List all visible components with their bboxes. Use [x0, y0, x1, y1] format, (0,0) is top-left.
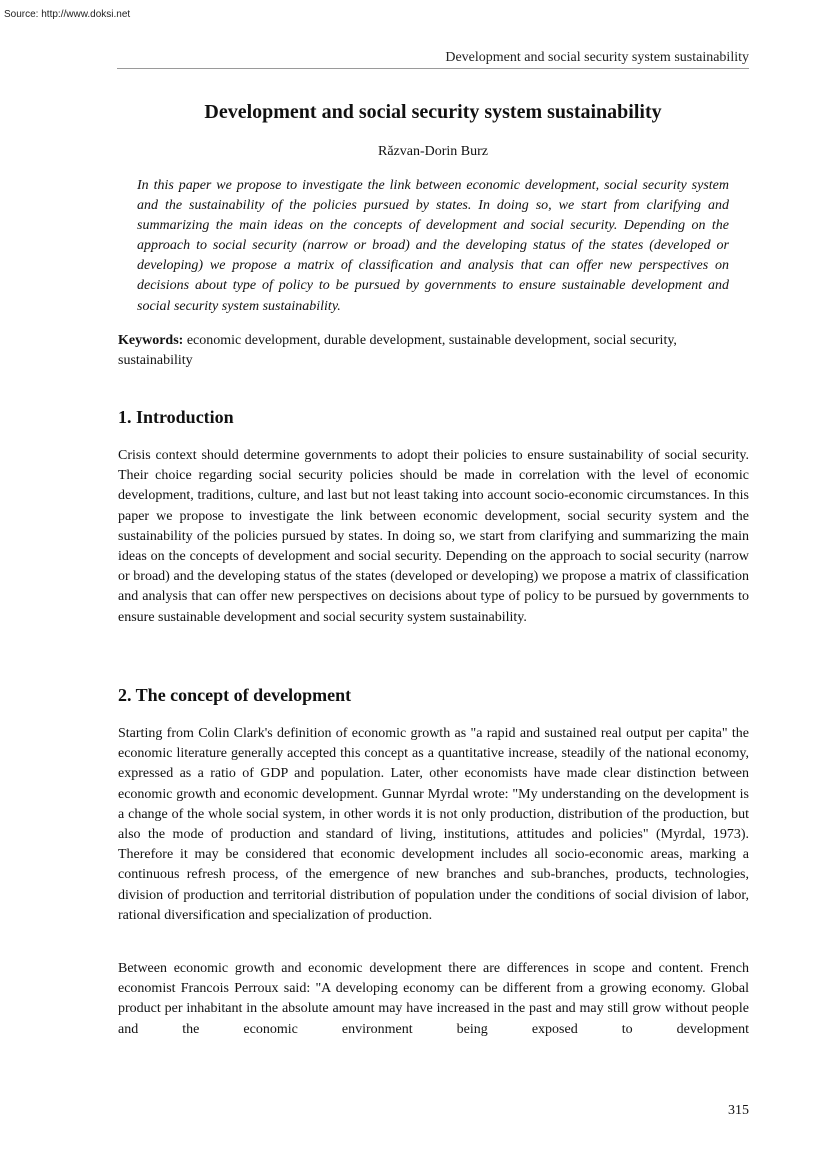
source-label: Source: http://www.doksi.net	[4, 9, 131, 20]
development-paragraph-2: Between economic growth and economic development there are differences in scope and content. French economist Francois Perroux said: "A developing economy can be different from a growing economy. Global product per inhabitant in the absolute amount may have increased in the past and may still grow without people and the economic environment being exposed to development	[118, 961, 749, 1037]
abstract: In this paper we propose to investigate the link between economic development, social security system and the sustainability of the policies pursued by states. In doing so, we start from clarifying and summarizing the main ideas on the concepts of development and social security. Depending on the approach to social security (narrow or broad) and the developing status of the states (developed or developing) we propose a matrix of classification and analysis that can offer new perspectives on decisions about type of policy to be pursued by governments to ensure sustainable development and social security system sustainability.	[137, 178, 729, 314]
keywords-label: Keywords:	[118, 333, 184, 348]
section-heading-development: 2. The concept of development	[118, 685, 352, 705]
introduction-paragraph: Crisis context should determine governments to adopt their policies to ensure sustainability of social security. Their choice regarding social security policies should be made in correlation with the level of economic development, traditions, culture, and last but not least taking into account socio-economic circumstances. In this paper we propose to investigate the link between economic development, social security system and the sustainability of the policies pursued by states. In doing so, we start from clarifying and summarizing the main ideas on the concepts of development and social security. Depending on the approach to social security (narrow or broad) and the developing status of the states (developed or developing) we propose a matrix of classification and analysis that can offer new perspectives on decisions about type of policy to be pursued by governments to ensure sustainable development and social security system sustainability.	[118, 448, 749, 625]
keywords	[118, 331, 749, 371]
section-heading-introduction: 1. Introduction	[118, 407, 234, 427]
running-head: Development and social security system sustainability	[117, 50, 749, 69]
paper-title: Development and social security system sustainability	[204, 101, 662, 123]
author-name: Răzvan-Dorin Burz	[377, 144, 489, 159]
keywords-text: economic development, durable development, sustainable development, social security, sustainability	[118, 333, 677, 368]
development-paragraph-1: Starting from Colin Clark's definition of economic growth as "a rapid and sustained real output per capita" the economic literature generally accepted this concept as a quantitative increase, steadily of the national economy, expressed as a ratio of GDP and population. Later, other economists have made clear distinction between economic growth and economic development. Gunnar Myrdal wrote: "My understanding on the development is a change of the whole social system, in other words it is not only production, distribution of the production, but also the mode of production and standard of living, institutions, attitudes and policies" (Myrdal, 1973). Therefore it may be considered that economic development includes all socio-economic areas, marking a continuous refresh process, of the emergence of new branches and sub-branches, products, technologies, division of production and territorial distribution of population under the conditions of social division of labor, rational diversification and specialization of production.	[118, 726, 749, 923]
page-number: 315	[728, 1103, 749, 1118]
